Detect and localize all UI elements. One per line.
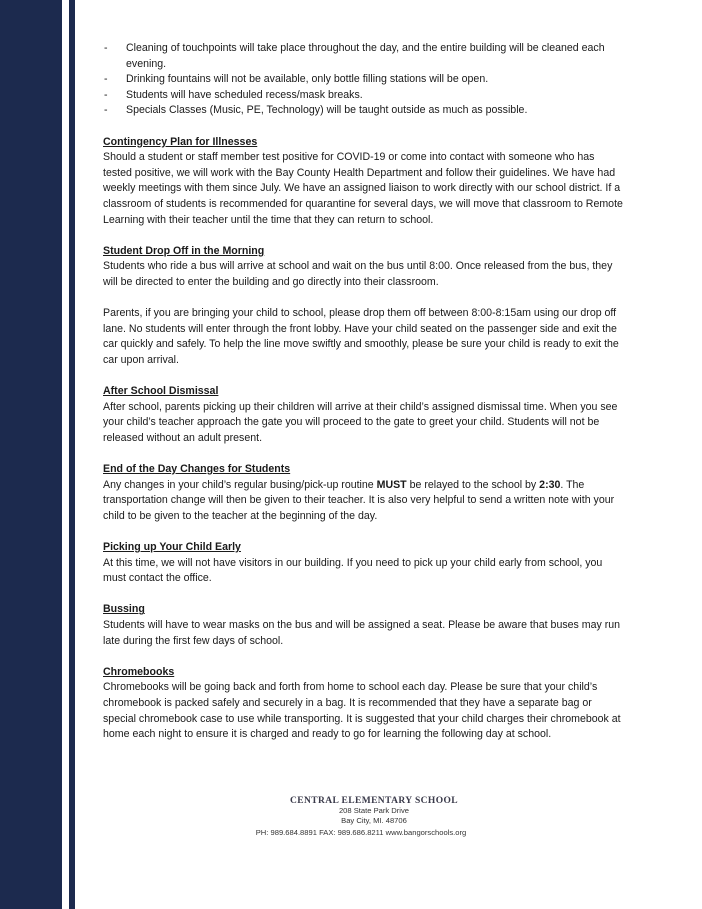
left-decorative-thin-bar <box>69 0 75 909</box>
bullet-item: - Cleaning of touchpoints will take place throughout the day, and the entire building will be cleaned each evening. <box>103 41 625 72</box>
section-body: At this time, we will not have visitors in our building. If you need to pick up your child early from school, you must contact the office. <box>103 556 603 585</box>
emphasis-must: MUST <box>376 478 407 491</box>
section-body: After school, parents picking up their children will arrive at their child’s assigned dismissal time. When you see your child’s teacher approach the gate you will proceed to the gate to greet your child. Students will not be released without an adult present. <box>103 400 618 444</box>
section-heading: Contingency Plan for Illnesses <box>103 135 258 148</box>
section-contingency <box>103 135 625 229</box>
section-heading: After School Dismissal <box>103 385 219 398</box>
section-body: Students will have to wear masks on the bus and will be assigned a seat. Please be aware that buses may run late during the first few days of school. <box>103 618 621 647</box>
section-body: Students who ride a bus will arrive at school and wait on the bus until 8:00. Once released from the bus, they will be directed to enter the building and go directly into their classroom. <box>103 260 613 288</box>
section-heading: End of the Day Changes for Students <box>103 463 291 476</box>
section-body: Should a student or staff member test positive for COVID-19 or come into contact with someone who has tested positive, we will work with the Bay County Health Department and follow their guidelines. We have had weekly meetings with them since July. We have an assigned liaison to work directly with our school district. If a classroom of students is recommended for quarantine for several days, we will move that classroom to Remote Learning with their teacher until the time that they can return to school. <box>103 151 623 226</box>
body-text: Any changes in your child’s regular busing/pick-up routine <box>103 478 377 491</box>
street-address: 208 State Park Drive <box>338 806 410 815</box>
section-heading: Bussing <box>103 603 145 616</box>
section-early-pickup <box>103 540 625 587</box>
bullet-item: - Students will have scheduled recess/mask breaks. <box>103 88 625 104</box>
section-dropoff <box>103 244 625 369</box>
body-text: . The transportation change will then be given to their teacher. It is also very helpful to send a written note with your child to be given to the teacher at the beginning of the day. <box>103 478 615 522</box>
section-body: Chromebooks will be going back and forth from home to school each day. Please be sure that your child’s chromebook is packed safely and securely in a bag. It is recommended that they have a separate bag or special chromebook case to use while transporting. It is suggested that your child charges their chromebook at home each night to ensure it is charged and ready to go for learning the following day at school. <box>103 681 621 741</box>
school-name: CENTRAL ELEMENTARY SCHOOL <box>289 796 459 806</box>
section-heading: Chromebooks <box>103 665 175 678</box>
section-dismissal <box>103 384 625 446</box>
section-changes <box>103 462 625 524</box>
section-body <box>103 478 625 525</box>
city-address: Bay City, MI. 48706 <box>341 816 407 825</box>
section-bussing <box>103 602 625 649</box>
bullet-item: - Drinking fountains will not be available, only bottle filling stations will be open. <box>103 72 625 88</box>
contact-line: PH: 989.684.8891 FAX: 989.686.8211 www.bangorschools.org <box>255 828 467 837</box>
page-footer <box>0 796 702 838</box>
section-body: Parents, if you are bringing your child to school, please drop them off between 8:00-8:15am using our drop off lane. No students will enter through the front lobby. Have your child seated on the passenger side and exit the car quickly and safely. To help the line move swiftly and smoothly, please be sure your child is ready to exit the car upon arrival. <box>103 307 619 366</box>
document-body <box>103 41 625 743</box>
emphasis-time: 2:30 <box>539 478 561 491</box>
safety-bullet-list <box>103 41 625 119</box>
left-decorative-bar <box>0 0 62 909</box>
bullet-item: - Specials Classes (Music, PE, Technology) will be taught outside as much as possible. <box>103 103 625 119</box>
body-text: be relayed to the school by <box>406 478 540 491</box>
section-heading: Student Drop Off in the Morning <box>103 244 265 257</box>
section-chromebooks <box>103 665 625 743</box>
section-heading: Picking up Your Child Early <box>103 541 241 553</box>
